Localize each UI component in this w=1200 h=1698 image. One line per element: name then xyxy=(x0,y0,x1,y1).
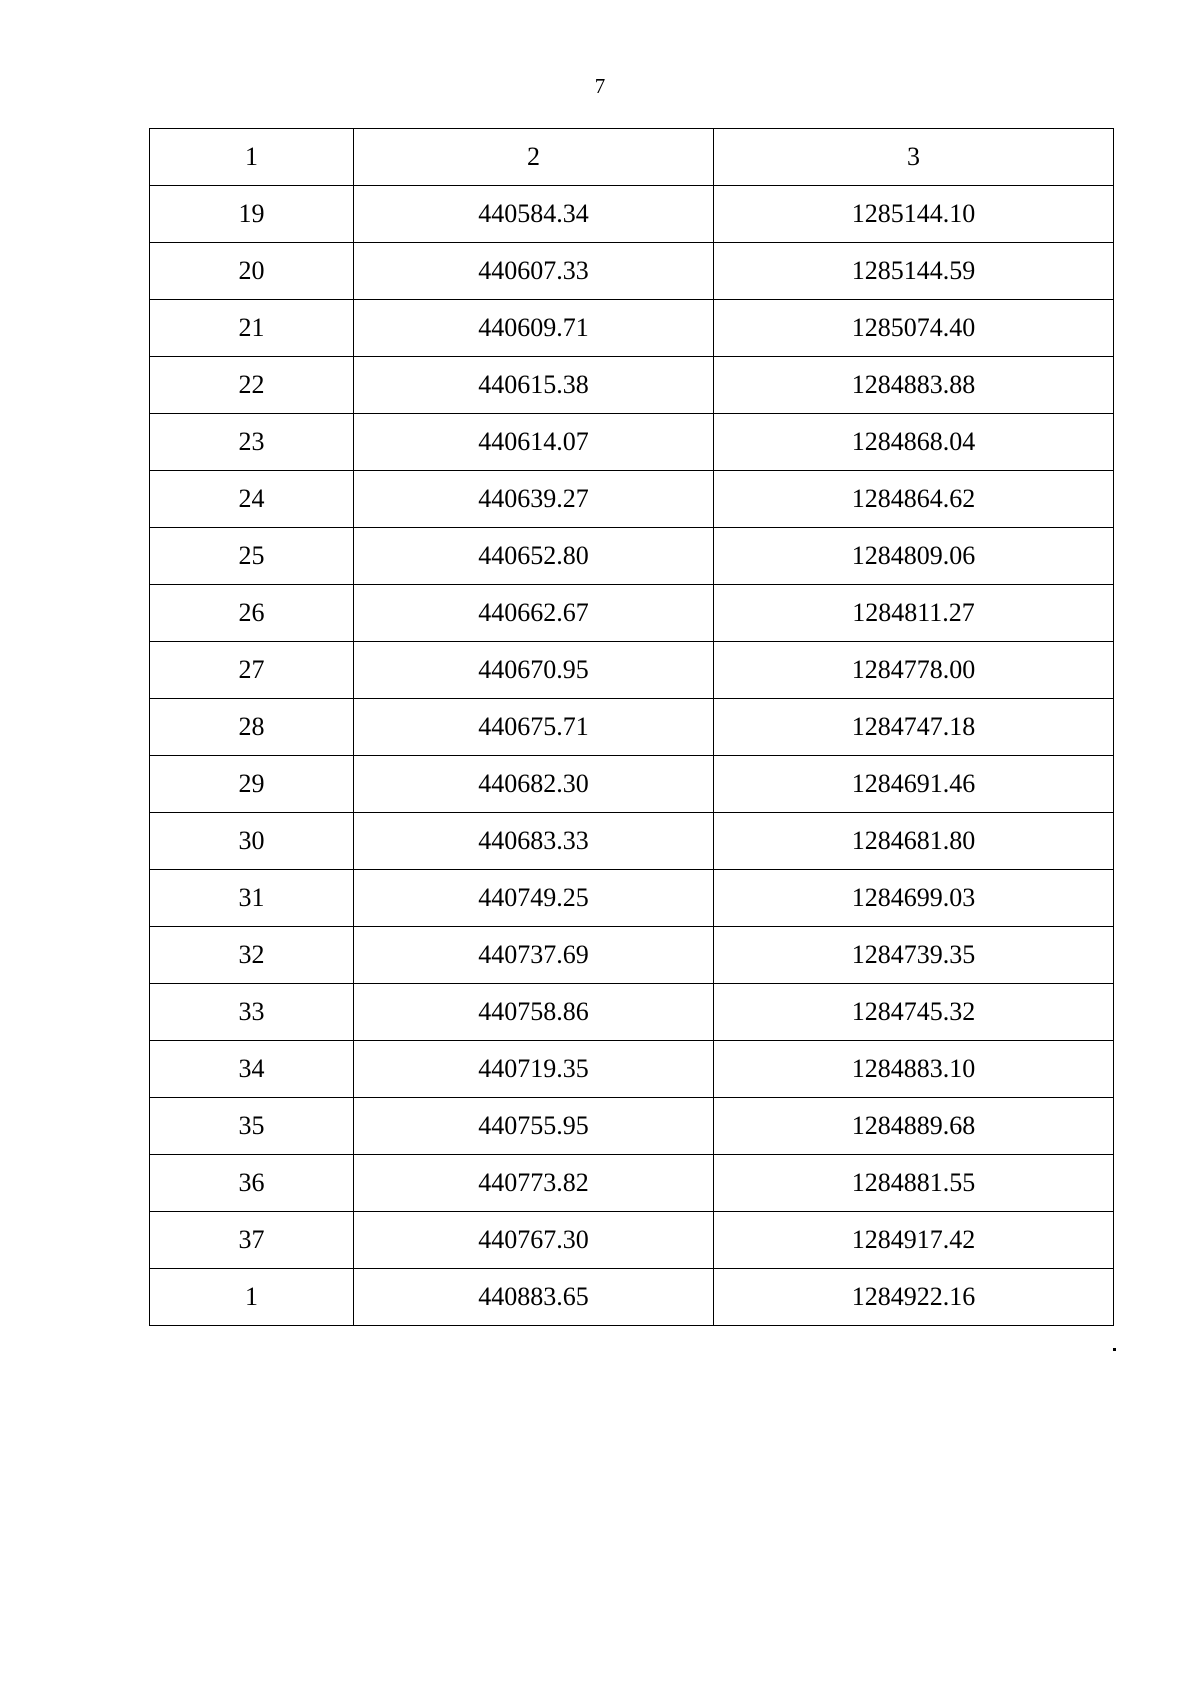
cell-x-coordinate: 440773.82 xyxy=(354,1155,714,1212)
table-row xyxy=(150,1041,1114,1098)
cell-y-coordinate: 1284811.27 xyxy=(714,585,1114,642)
table-row xyxy=(150,984,1114,1041)
cell-point-number: 26 xyxy=(150,585,354,642)
cell-point-number: 21 xyxy=(150,300,354,357)
cell-point-number: 31 xyxy=(150,870,354,927)
cell-point-number: 27 xyxy=(150,642,354,699)
cell-x-coordinate: 440755.95 xyxy=(354,1098,714,1155)
table-row xyxy=(150,927,1114,984)
table-row xyxy=(150,243,1114,300)
cell-point-number: 32 xyxy=(150,927,354,984)
cell-point-number: 22 xyxy=(150,357,354,414)
table-header-row xyxy=(150,129,1114,186)
cell-x-coordinate: 440662.67 xyxy=(354,585,714,642)
cell-y-coordinate: 1285074.40 xyxy=(714,300,1114,357)
table-row xyxy=(150,699,1114,756)
cell-y-coordinate: 1284868.04 xyxy=(714,414,1114,471)
header-cell-x: 2 xyxy=(354,129,714,186)
cell-point-number: 30 xyxy=(150,813,354,870)
cell-x-coordinate: 440675.71 xyxy=(354,699,714,756)
cell-y-coordinate: 1284809.06 xyxy=(714,528,1114,585)
cell-x-coordinate: 440652.80 xyxy=(354,528,714,585)
end-dot-mark xyxy=(1113,1348,1116,1351)
cell-point-number: 34 xyxy=(150,1041,354,1098)
cell-x-coordinate: 440683.33 xyxy=(354,813,714,870)
cell-x-coordinate: 440719.35 xyxy=(354,1041,714,1098)
cell-x-coordinate: 440749.25 xyxy=(354,870,714,927)
table-row xyxy=(150,471,1114,528)
cell-point-number: 35 xyxy=(150,1098,354,1155)
header-cell-y: 3 xyxy=(714,129,1114,186)
cell-point-number: 28 xyxy=(150,699,354,756)
table-row xyxy=(150,585,1114,642)
cell-y-coordinate: 1285144.59 xyxy=(714,243,1114,300)
cell-y-coordinate: 1284681.80 xyxy=(714,813,1114,870)
cell-x-coordinate: 440737.69 xyxy=(354,927,714,984)
cell-point-number: 24 xyxy=(150,471,354,528)
cell-x-coordinate: 440758.86 xyxy=(354,984,714,1041)
cell-x-coordinate: 440609.71 xyxy=(354,300,714,357)
cell-x-coordinate: 440682.30 xyxy=(354,756,714,813)
table-row xyxy=(150,1212,1114,1269)
table-row xyxy=(150,642,1114,699)
cell-y-coordinate: 1284747.18 xyxy=(714,699,1114,756)
table-row xyxy=(150,756,1114,813)
table-row xyxy=(150,414,1114,471)
table-row xyxy=(150,1155,1114,1212)
cell-point-number: 25 xyxy=(150,528,354,585)
cell-point-number: 29 xyxy=(150,756,354,813)
table-row xyxy=(150,357,1114,414)
cell-y-coordinate: 1285144.10 xyxy=(714,186,1114,243)
cell-point-number: 23 xyxy=(150,414,354,471)
cell-point-number: 37 xyxy=(150,1212,354,1269)
cell-x-coordinate: 440615.38 xyxy=(354,357,714,414)
cell-x-coordinate: 440883.65 xyxy=(354,1269,714,1326)
cell-y-coordinate: 1284922.16 xyxy=(714,1269,1114,1326)
cell-x-coordinate: 440670.95 xyxy=(354,642,714,699)
header-cell-point: 1 xyxy=(150,129,354,186)
cell-x-coordinate: 440767.30 xyxy=(354,1212,714,1269)
cell-y-coordinate: 1284917.42 xyxy=(714,1212,1114,1269)
table-row xyxy=(150,186,1114,243)
cell-y-coordinate: 1284745.32 xyxy=(714,984,1114,1041)
cell-y-coordinate: 1284883.10 xyxy=(714,1041,1114,1098)
cell-y-coordinate: 1284739.35 xyxy=(714,927,1114,984)
coordinates-table xyxy=(149,128,1114,1326)
cell-point-number: 19 xyxy=(150,186,354,243)
cell-y-coordinate: 1284864.62 xyxy=(714,471,1114,528)
table-row xyxy=(150,1098,1114,1155)
cell-y-coordinate: 1284778.00 xyxy=(714,642,1114,699)
table-row xyxy=(150,813,1114,870)
cell-x-coordinate: 440639.27 xyxy=(354,471,714,528)
cell-y-coordinate: 1284881.55 xyxy=(714,1155,1114,1212)
cell-x-coordinate: 440584.34 xyxy=(354,186,714,243)
table-row xyxy=(150,528,1114,585)
cell-x-coordinate: 440607.33 xyxy=(354,243,714,300)
page-number: 7 xyxy=(594,74,606,98)
table-row xyxy=(150,1269,1114,1326)
cell-point-number: 1 xyxy=(150,1269,354,1326)
table-row xyxy=(150,300,1114,357)
table-row xyxy=(150,870,1114,927)
cell-point-number: 36 xyxy=(150,1155,354,1212)
cell-y-coordinate: 1284889.68 xyxy=(714,1098,1114,1155)
cell-y-coordinate: 1284883.88 xyxy=(714,357,1114,414)
coordinates-table-body xyxy=(150,129,1114,1326)
cell-x-coordinate: 440614.07 xyxy=(354,414,714,471)
cell-y-coordinate: 1284699.03 xyxy=(714,870,1114,927)
cell-point-number: 20 xyxy=(150,243,354,300)
cell-y-coordinate: 1284691.46 xyxy=(714,756,1114,813)
cell-point-number: 33 xyxy=(150,984,354,1041)
